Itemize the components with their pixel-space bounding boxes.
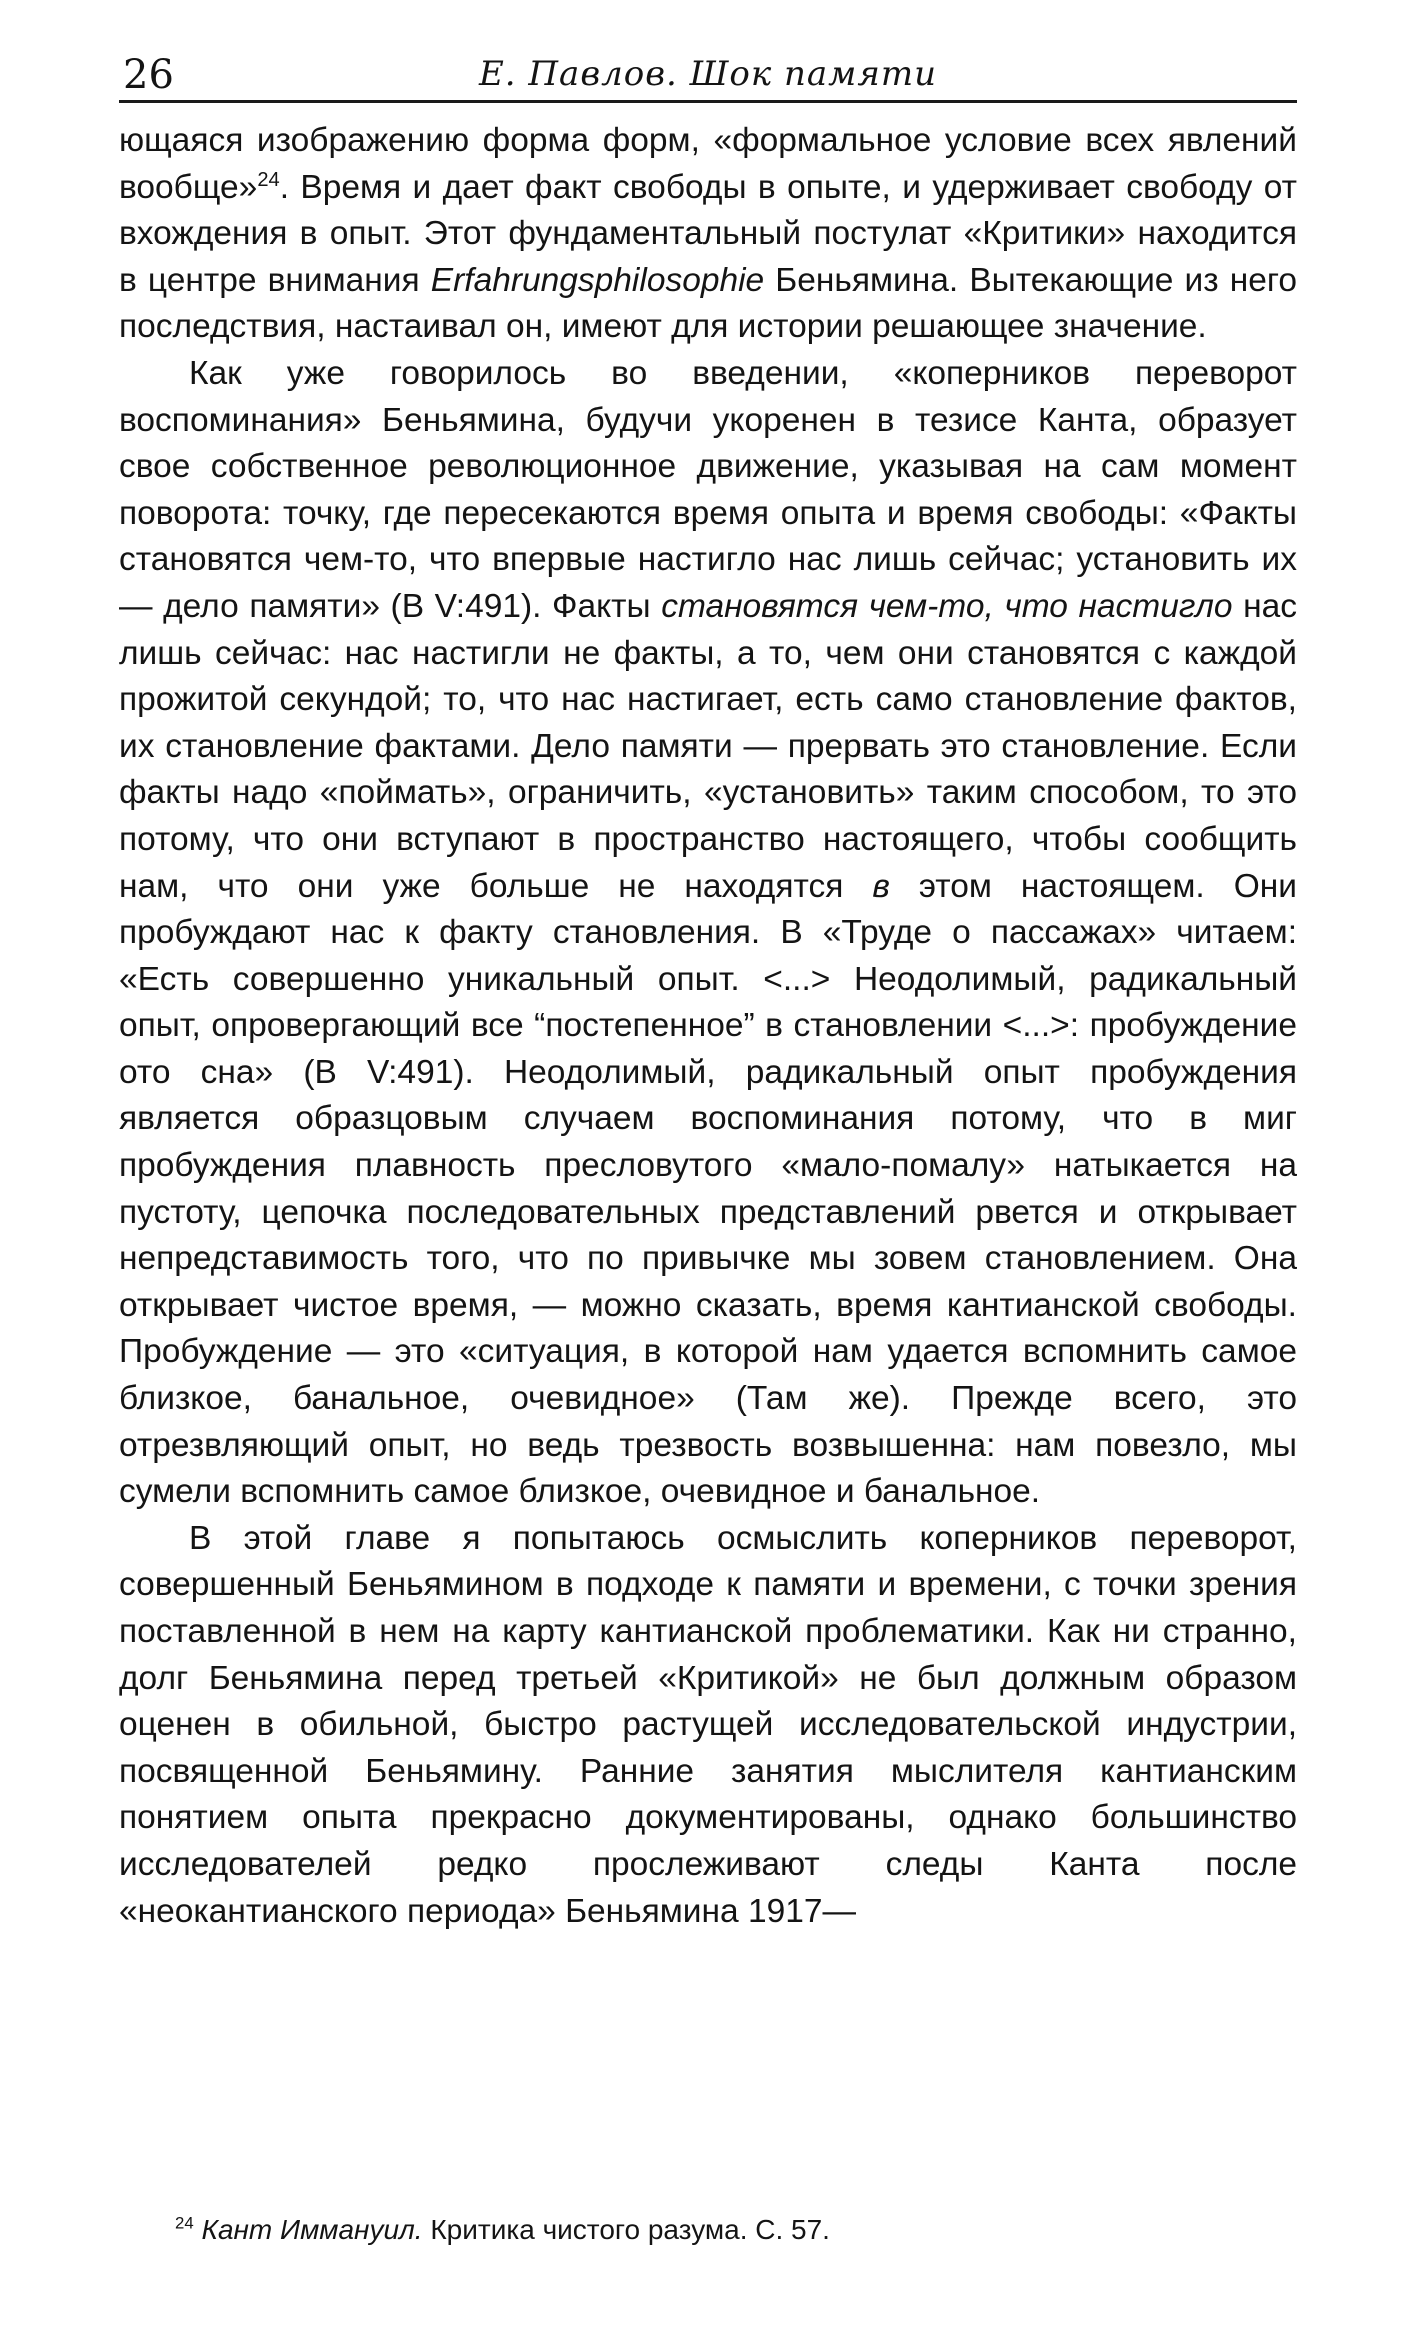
text-run: Беньямина. Вытекающие из него последствия, настаивал он, имеют для истории решающее значение.	[119, 261, 1298, 346]
text-run: нас лишь сейчас: нас настигли не факты, а то, чем они становятся с каждой прожитой секундой; то, что нас настигает, есть само становление фактов, их становление фактами. Дело памяти — прервать это становление. Если факты надо «поймать», ограничить, «установить» таким способом, то это потому, что они вступают в пространство настоящего, чтобы сообщить нам, что они уже больше не находятся	[119, 587, 1297, 905]
paragraph-3	[119, 1516, 1297, 1935]
footnote-marker: 24	[175, 2213, 194, 2233]
main-text	[119, 118, 1297, 1935]
page-number: 26	[123, 52, 174, 98]
paragraph-1	[119, 118, 1297, 351]
text-run: Как уже говорилось во введении, «коперников переворот воспоминания» Беньямина, будучи укоренен в тезисе Канта, образует свое собственное революционное движение, указывая на сам момент поворота: точку, где пересекаются время опыта и время свободы: «Факты становятся чем-то, что впервые настигло нас лишь сейчас; установить их — дело памяти» (B V:491). Факты	[119, 354, 1297, 625]
italic-phrase: становятся чем-то, что настигло	[661, 587, 1233, 625]
paragraph-2	[119, 351, 1297, 1516]
italic-word: в	[872, 867, 890, 905]
text-run: . Время и дает факт свободы в опыте, и удерживает свободу от вхождения в опыт. Этот фундаментальный постулат «Критики» находится в центре внимания	[119, 168, 1297, 299]
italic-term: Erfahrungsphilosophie	[430, 261, 765, 299]
text-run: ющаяся изображению форма форм, «формальное условие всех явлений вообще»	[119, 122, 1297, 206]
running-title: Е. Павлов. Шок памяти	[478, 54, 938, 94]
text-run: этом настоящем. Они пробуждают нас к факту становления. В «Труде о пассажах» читаем: «Есть совершенно уникальный опыт. <...> Неодолимый, радикальный опыт, опровергающий все “постепенное” в становлении <...>: пробуждение ото сна» (B V:491). Неодолимый, радикальный опыт пробуждения является образцовым случаем воспоминания потому, что в миг пробуждения плавность пресловутого «мало-помалу» натыкается на пустоту, цепочка последовательных представлений рвется и открывает непредставимость того, что по привычке мы зовем становлением. Она открывает чистое время, — можно сказать, время кантианской свободы. Пробуждение — это «ситуация, в которой нам удается вспомнить самое близкое, банальное, очевидное» (Там же). Прежде всего, это отрезвляющий опыт, но ведь трезвость возвышенна: нам повезло, мы сумели вспомнить самое близкое, очевидное и банальное.	[119, 867, 1297, 1511]
footnote-ref-24: 24	[257, 168, 280, 191]
text-run: В этой главе я попытаюсь осмыслить коперников переворот, совершенный Беньямином в подходе к памяти и времени, с точки зрения поставленной в нем на карту кантианской проблематики. Как ни странно, долг Беньямина перед третьей «Критикой» не был должным образом оценен в обильной, быстро растущей исследовательской индустрии, посвященной Беньямину. Ранние занятия мыслителя кантианским понятием опыта прекрасно документированы, однако большинство исследователей редко прослеживают следы Канта после «неокантианского периода» Беньямина 1917—	[119, 1519, 1297, 1930]
footnote-text: Критика чистого разума. С. 57.	[422, 2214, 830, 2245]
page-header	[119, 48, 1297, 103]
footnote-author: Кант Иммануил.	[201, 2214, 423, 2245]
footnote	[175, 2212, 1275, 2248]
